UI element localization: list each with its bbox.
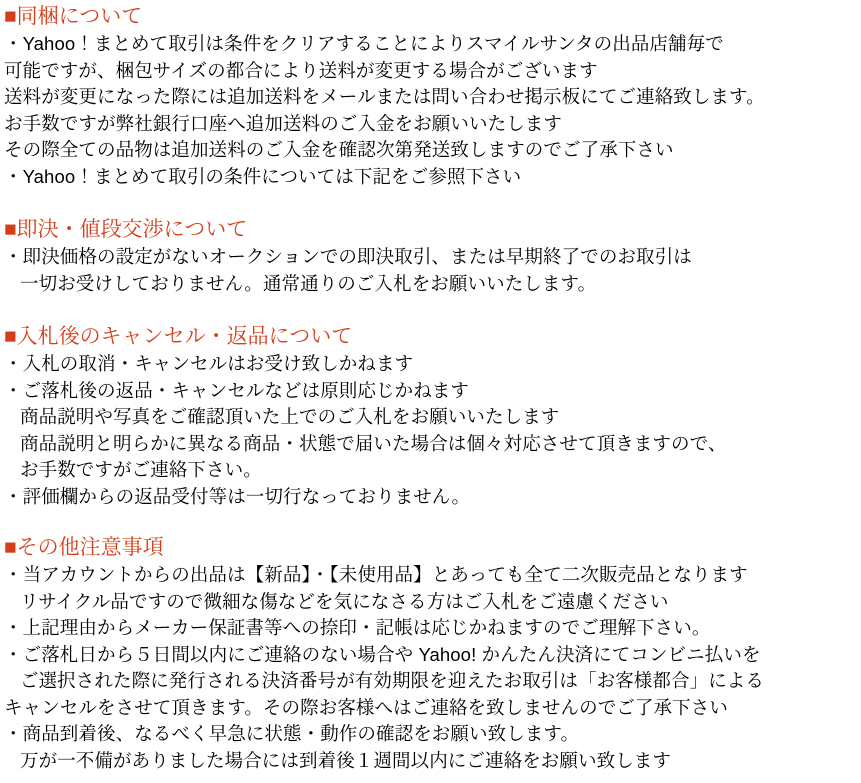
section-heading-buy-now-negotiation: ■即決・値段交渉について [4, 218, 248, 241]
text-line: キャンセルをさせて頂きます。その際お客様へはご連絡を致しませんのでご了承下さい [4, 696, 728, 718]
section-spacer [0, 510, 861, 534]
section-heading-shipping-bundle: ■同梱について [4, 5, 143, 28]
text-line: ・ご落札後の返品・キャンセルなどは原則応じかねます [4, 379, 470, 401]
section-heading-cancel-return: ■入札後のキャンセル・返品について [4, 325, 353, 348]
section-spacer [0, 297, 861, 323]
section-other-notes [0, 534, 861, 774]
text-line: ・Yahoo！まとめて取引の条件については下記をご参照下さい [4, 165, 522, 187]
text-line: その際全ての品物は追加送料のご入金を確認次第発送致しますのでご了承下さい [4, 139, 674, 160]
text-line: 可能ですが、梱包サイズの都合により送料が変更する場合がございます [4, 59, 598, 81]
text-line: ・上記理由からメーカー保証書等への捺印・記帳は応じかねますのでご理解下さい。 [4, 617, 711, 638]
text-line: ・当アカウントからの出品は【新品】・【未使用品】とあっても全て二次販売品となります [4, 564, 748, 585]
section-buy-now-negotiation [0, 216, 861, 297]
section-cancel-return [0, 323, 861, 510]
text-line: ・商品到着後、なるべく早急に状態・動作の確認をお願い致します。 [4, 723, 580, 744]
text-line: ・評価欄からの返品受付等は一切行なっておりません。 [4, 485, 471, 507]
text-line: 万が一不備がありました場合には到着後１週間以内にご連絡をお願い致します [20, 749, 672, 771]
section-spacer [0, 190, 861, 216]
text-line: ・Yahoo！まとめて取引は条件をクリアすることによりスマイルサンタの出品店舗毎で [4, 33, 724, 54]
text-line: 商品説明と明らかに異なる商品・状態で届いた場合は個々対応させて頂きますので、 [20, 432, 727, 454]
text-line: 商品説明や写真をご確認頂いた上でのご入札をお願いいたします [20, 406, 560, 427]
text-line: 送料が変更になった際には追加送料をメールまたは問い合わせ掲示板にてご連絡致します。 [4, 86, 765, 107]
section-shipping-bundle [0, 3, 861, 190]
section-heading-other-notes: ■その他注意事項 [4, 536, 164, 559]
text-line: ・ご落札日から５日間以内にご連絡のない場合や Yahoo! かんたん決済にてコンビニ払いを [4, 643, 761, 665]
text-line: お手数ですが弊社銀行口座へ追加送料のご入金をお願いいたします [4, 112, 563, 134]
text-line: 一切お受けしておりません。通常通りのご入札をお願いいたします。 [20, 272, 597, 294]
text-line: リサイクル品ですので微細な傷などを気になさる方はご入札をご遠慮ください [20, 590, 669, 612]
text-line: ・入札の取消・キャンセルはお受け致しかねます [4, 353, 414, 374]
text-line: ご選択された際に発行される決済番号が有効期限を迎えたお取引は「お客様都合」による [20, 670, 765, 691]
text-line: ・即決価格の設定がないオークションでの即決取引、または早期終了でのお取引は [4, 246, 692, 267]
text-line: お手数ですがご連絡下さい。 [20, 459, 262, 480]
